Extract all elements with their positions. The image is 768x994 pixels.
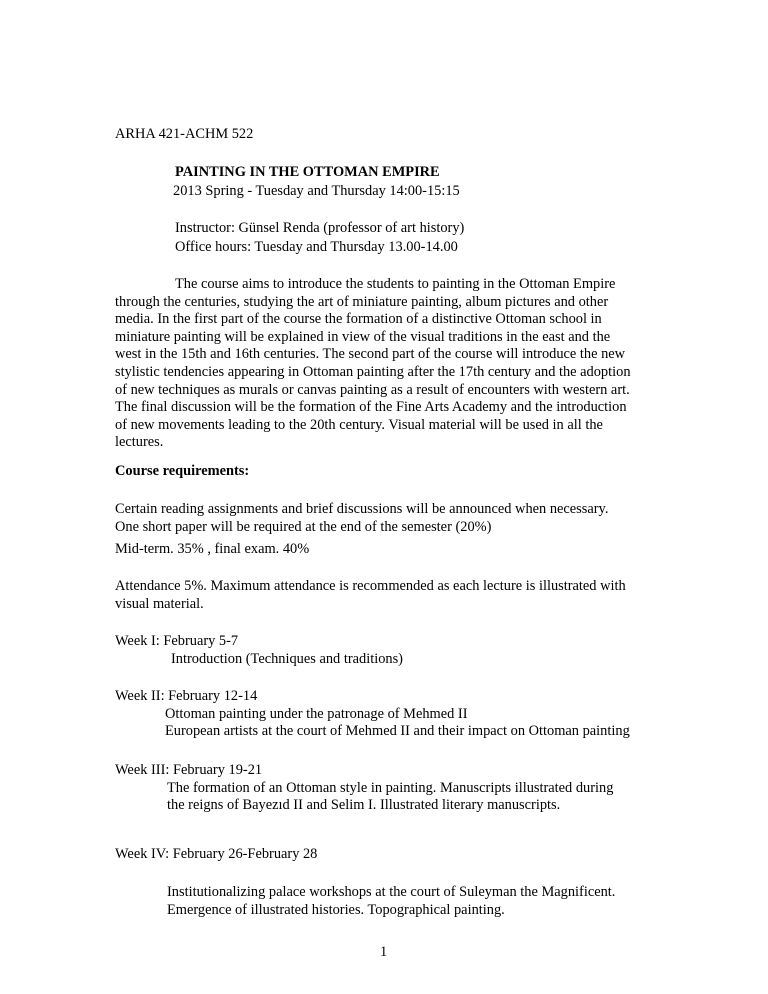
week-topic: Institutionalizing palace workshops at the court of Suleyman the Magnificent.: [167, 884, 616, 900]
requirements-heading: Course requirements:: [115, 463, 250, 479]
week-topic: Emergence of illustrated histories. Topographical painting.: [167, 901, 505, 918]
attendance-requirement: [115, 578, 626, 613]
week-label: Week II: February 12-14: [115, 688, 258, 704]
course-description: [115, 276, 631, 452]
course-code: ARHA 421-ACHM 522: [115, 126, 254, 142]
description-line: miniature painting will be explained in view of the visual traditions in the east and the: [115, 328, 611, 345]
office-hours-line: Office hours: Tuesday and Thursday 13.00-14.00: [175, 239, 458, 255]
week-4-label: Week IV: February 26-February 28: [115, 846, 318, 862]
week-2: [115, 688, 630, 741]
instructor-line: Instructor: Günsel Renda (professor of art history): [175, 220, 465, 236]
description-line: through the centuries, studying the art of miniature painting, album pictures and other: [115, 293, 609, 310]
description-line: lectures.: [115, 434, 164, 451]
week-4-topics: [167, 884, 615, 919]
attendance-line: Attendance 5%. Maximum attendance is recommended as each lecture is illustrated with: [115, 578, 626, 594]
week-topic: the reigns of Bayezıd II and Selim I. Illustrated literary manuscripts.: [167, 797, 561, 814]
week-topic: European artists at the court of Mehmed II and their impact on Ottoman painting: [165, 723, 630, 740]
reading-requirements: [115, 501, 608, 536]
description-line: stylistic tendencies appearing in Ottoman painting after the 17th century and the adoption: [115, 363, 631, 380]
page-number: 1: [380, 944, 388, 960]
description-line: The final discussion will be the formation of the Fine Arts Academy and the introduction: [115, 399, 627, 416]
week-topic: The formation of an Ottoman style in painting. Manuscripts illustrated during: [167, 779, 614, 796]
week-1: [115, 633, 403, 668]
reading-line: One short paper will be required at the end of the semester (20%): [115, 518, 492, 535]
exam-weights: Mid-term. 35% , final exam. 40%: [115, 541, 310, 557]
attendance-line: visual material.: [115, 595, 204, 612]
week-topic: Introduction (Techniques and traditions): [171, 650, 403, 667]
week-topic: Ottoman painting under the patronage of Mehmed II: [165, 705, 468, 722]
description-line: of new techniques as murals or canvas painting as a result of encounters with western art.: [115, 381, 630, 398]
week-label: Week I: February 5-7: [115, 633, 239, 649]
course-title: PAINTING IN THE OTTOMAN EMPIRE: [175, 164, 440, 180]
week-3: [115, 762, 613, 815]
course-schedule: 2013 Spring - Tuesday and Thursday 14:00-15:15: [173, 183, 460, 199]
reading-line: Certain reading assignments and brief discussions will be announced when necessary.: [115, 501, 609, 517]
description-line: The course aims to introduce the students to painting in the Ottoman Empire: [175, 276, 616, 292]
week-label: Week III: February 19-21: [115, 762, 263, 778]
description-line: west in the 15th and 16th centuries. The second part of the course will introduce the new: [115, 346, 626, 363]
description-line: media. In the first part of the course the formation of a distinctive Ottoman school in: [115, 311, 602, 328]
description-line: of new movements leading to the 20th century. Visual material will be used in all the: [115, 416, 603, 433]
